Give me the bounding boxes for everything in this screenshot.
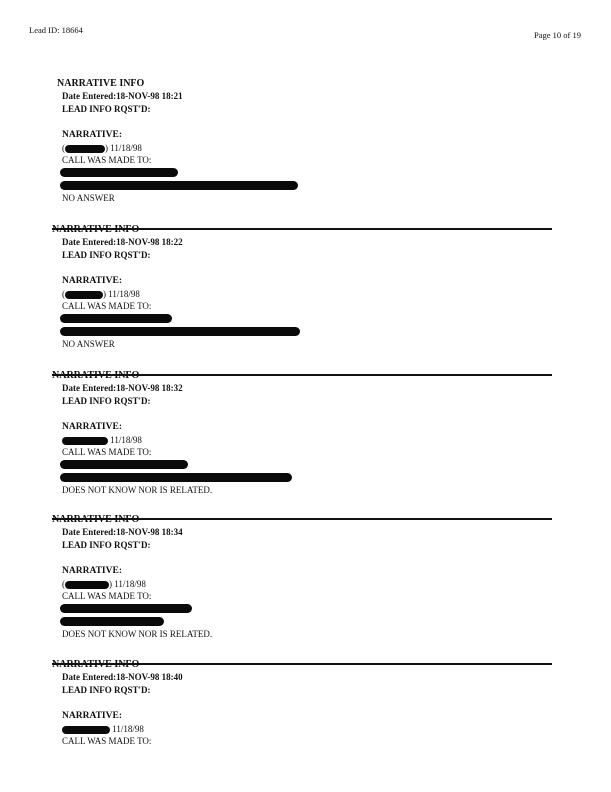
date-entered-label: Date Entered: (62, 237, 117, 247)
call-made-label: CALL WAS MADE TO: (62, 155, 152, 165)
narrative-note: ( ) 11/18/98 (62, 143, 142, 153)
narrative-note: ( ) 11/18/98 (62, 289, 140, 299)
redaction (65, 145, 105, 153)
entry-title: NARRATIVE INFO (52, 224, 140, 235)
redaction (60, 314, 172, 323)
narrative-label: NARRATIVE: (62, 130, 122, 140)
redacted-line (60, 312, 552, 325)
redaction (65, 291, 103, 299)
entry-title: NARRATIVE INFO (52, 514, 140, 525)
lead-info-label: LEAD INFO RQST'D: (62, 396, 151, 406)
redaction (62, 726, 110, 734)
narrative-entry (52, 514, 552, 640)
narrative-label: NARRATIVE: (62, 711, 122, 721)
call-result: DOES NOT KNOW NOR IS RELATED. (62, 485, 213, 495)
narrative-note: ( ) 11/18/98 (62, 579, 146, 589)
date-entered-label: Date Entered: (62, 91, 117, 101)
redacted-line (60, 458, 552, 471)
date-entered (62, 671, 552, 684)
date-entered-value: 18-NOV-98 18:32 (116, 383, 183, 393)
redaction (65, 581, 109, 589)
redacted-line (60, 615, 552, 628)
redaction (60, 460, 188, 469)
narrative-entry (52, 659, 552, 747)
note-date: 11/18/98 (108, 435, 142, 445)
narrative-label: NARRATIVE: (62, 422, 122, 432)
call-result: NO ANSWER (62, 339, 115, 349)
note-date: 11/18/98 (110, 724, 144, 734)
call-made-label: CALL WAS MADE TO: (62, 591, 152, 601)
redacted-line (60, 602, 552, 615)
redaction (62, 437, 108, 445)
narrative-note (62, 723, 552, 735)
redaction (60, 473, 292, 482)
redaction (60, 327, 300, 336)
call-made-label: CALL WAS MADE TO: (62, 447, 152, 457)
redacted-line (60, 179, 552, 192)
lead-info-label: LEAD INFO RQST'D: (62, 540, 151, 550)
note-date: ) 11/18/98 (109, 579, 146, 589)
date-entered-value: 18-NOV-98 18:34 (116, 527, 183, 537)
redacted-line (60, 166, 552, 179)
narrative-note (62, 434, 552, 446)
date-entered (62, 90, 552, 103)
redaction (60, 617, 164, 626)
narrative-label: NARRATIVE: (62, 566, 122, 576)
date-entered (62, 236, 552, 249)
date-entered (62, 382, 552, 395)
call-result: DOES NOT KNOW NOR IS RELATED. (62, 629, 213, 639)
redacted-line (60, 471, 552, 484)
date-entered-value: 18-NOV-98 18:22 (116, 237, 183, 247)
call-made-label: CALL WAS MADE TO: (62, 301, 152, 311)
entry-title: NARRATIVE INFO (52, 659, 140, 670)
entry-title: NARRATIVE INFO (57, 78, 145, 89)
date-entered-value: 18-NOV-98 18:40 (116, 672, 183, 682)
call-result: NO ANSWER (62, 193, 115, 203)
date-entered-label: Date Entered: (62, 527, 117, 537)
date-entered-value: 18-NOV-98 18:21 (116, 91, 183, 101)
narrative-entry (52, 370, 552, 496)
page-number: Page 10 of 19 (534, 30, 581, 40)
date-entered (62, 526, 552, 539)
lead-info-label: LEAD INFO RQST'D: (62, 250, 151, 260)
redaction (60, 604, 192, 613)
note-date: ) 11/18/98 (103, 289, 140, 299)
date-entered-label: Date Entered: (62, 383, 117, 393)
call-made-label: CALL WAS MADE TO: (62, 736, 152, 746)
lead-info-label: LEAD INFO RQST'D: (62, 104, 151, 114)
note-date: ) 11/18/98 (105, 143, 142, 153)
narrative-label: NARRATIVE: (62, 276, 122, 286)
narrative-entry (52, 78, 552, 204)
narrative-entry (52, 224, 552, 350)
lead-id: Lead ID: 18664 (29, 25, 83, 35)
lead-info-label: LEAD INFO RQST'D: (62, 685, 151, 695)
date-entered-label: Date Entered: (62, 672, 117, 682)
redacted-line (60, 325, 552, 338)
entry-title: NARRATIVE INFO (52, 370, 140, 381)
redaction (60, 181, 298, 190)
redaction (60, 168, 178, 177)
